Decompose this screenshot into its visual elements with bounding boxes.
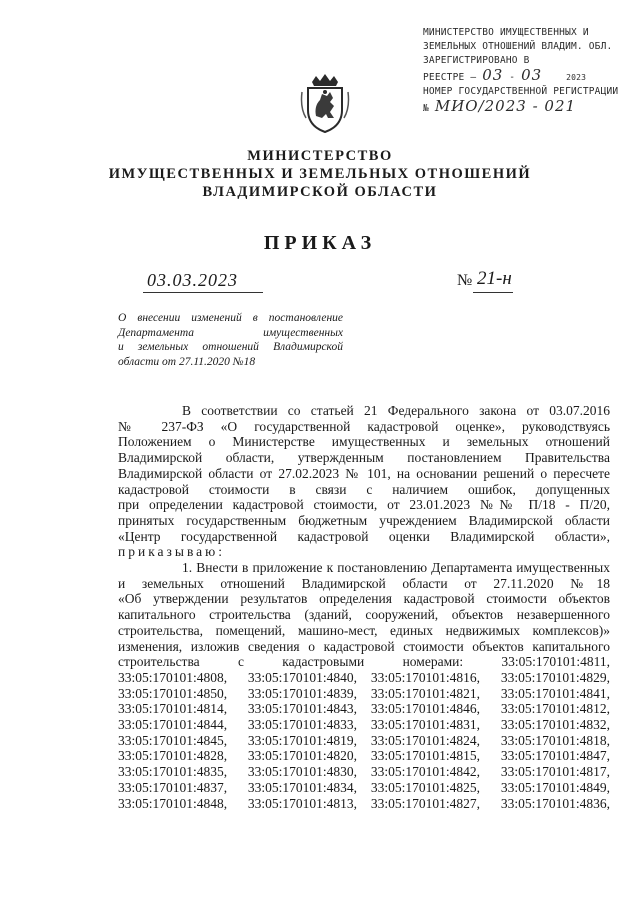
cadastral-number: 33:05:170101:4813, xyxy=(247,795,358,811)
paragraph-line: изменения, изложив сведения о кадастровой стоимости объектов капитального xyxy=(118,638,610,654)
cadastral-number: 33:05:170101:4837, xyxy=(118,779,228,795)
order-number: 21-н xyxy=(477,268,512,289)
stamp-line-3: ЗАРЕГИСТРИРОВАНО В xyxy=(423,55,530,66)
cadastral-number: 33:05:170101:4834, xyxy=(247,779,358,795)
stamp-month: 03 xyxy=(521,66,543,84)
order-number-label: № xyxy=(457,272,473,289)
cadastral-number: 33:05:170101:4829, xyxy=(500,669,610,685)
ministry-title-line-3: ВЛАДИМИРСКОЙ ОБЛАСТИ xyxy=(202,184,438,200)
cadastral-number: 33:05:170101:4828, xyxy=(118,748,228,764)
cadastral-number: 33:05:170101:4848, xyxy=(118,795,228,811)
ministry-title-line-1: МИНИСТЕРСТВО xyxy=(247,148,393,164)
date-underline xyxy=(143,292,263,293)
paragraph-line: Владимирской области, утвержденным постановлением Правительства xyxy=(118,450,610,466)
cadastral-row xyxy=(118,686,610,702)
order-body xyxy=(118,403,610,811)
paragraph-preamble xyxy=(118,403,610,544)
cadastral-number: 33:05:170101:4825, xyxy=(370,779,481,795)
cadastral-number: 33:05:170101:4835, xyxy=(118,764,228,780)
cadastral-number: 33:05:170101:4850, xyxy=(118,685,228,701)
cadastral-number: 33:05:170101:4839, xyxy=(247,685,358,701)
stamp-line-1: МИНИСТЕРСТВО ИМУЩЕСТВЕННЫХ И xyxy=(423,27,589,38)
cadastral-number: 33:05:170101:4824, xyxy=(370,732,481,748)
cadastral-number: 33:05:170101:4816, xyxy=(370,669,481,685)
cadastral-number: 33:05:170101:4845, xyxy=(118,732,228,748)
paragraph-line: кадастровой стоимости в связи с наличием ошибок, допущенных xyxy=(118,481,610,497)
paragraph-line: Положением о Министерстве имущественных и земельных отношений xyxy=(118,434,610,450)
cadastral-number: 33:05:170101:4842, xyxy=(370,764,481,780)
stamp-number: МИО/2023 - 021 xyxy=(434,97,577,115)
coat-of-arms-emblem xyxy=(300,72,350,134)
stamp-year: 2023 xyxy=(566,73,587,82)
paragraph-line: принятых государственным бюджетным учреждением Владимирской области xyxy=(118,512,610,528)
paragraph-item-1 xyxy=(118,560,610,654)
cadastral-number: 33:05:170101:4815, xyxy=(370,748,481,764)
cadastral-number: 33:05:170101:4836, xyxy=(500,795,610,811)
cadastral-row xyxy=(118,796,610,812)
subject-word: Департамента xyxy=(118,326,195,339)
cadastral-number: 33:05:170101:4817, xyxy=(500,764,610,780)
cadastral-number: 33:05:170101:4821, xyxy=(370,685,481,701)
paragraph-line: 1. Внести в приложение к постановлению Департамента имущественных xyxy=(182,560,610,576)
subject-line: О внесении изменений в постановление xyxy=(118,312,343,324)
line-word: строительства xyxy=(118,654,200,670)
cadastral-number: 33:05:170101:4847, xyxy=(500,748,610,764)
cadastral-number: 33:05:170101:4840, xyxy=(247,669,358,685)
cadastral-number: 33:05:170101:4831, xyxy=(370,717,481,733)
order-subject xyxy=(118,311,343,369)
cadastral-row xyxy=(118,670,610,686)
cadastral-number: 33:05:170101:4814, xyxy=(118,701,228,717)
cadastral-number: 33:05:170101:4849, xyxy=(500,779,610,795)
paragraph-line: Владимирской области от 27.02.2023 № 101, на основании решений о пересчете xyxy=(118,465,610,481)
order-date: 03.03.2023 xyxy=(147,270,238,290)
stamp-number-prefix: № xyxy=(423,103,429,114)
paragraph-line: капитального строительства (зданий, сооружений, объектов незавершенного xyxy=(118,607,610,623)
subject-line: и земельных отношений Владимирской xyxy=(118,341,343,353)
cadastral-number: 33:05:170101:4844, xyxy=(118,717,228,733)
prikazyvayu-label: приказываю: xyxy=(118,544,225,560)
paragraph-line: «Об утверждении результатов определения кадастровой стоимости объектов xyxy=(118,591,610,607)
cadastral-number: 33:05:170101:4843, xyxy=(247,701,358,717)
paragraph-line: строительства, помещений, машино-мест, единых недвижимых комплексов)» xyxy=(118,622,610,638)
cadastral-number: 33:05:170101:4827, xyxy=(370,795,481,811)
subject-word: имущественных xyxy=(263,326,343,339)
cadastral-row xyxy=(118,701,610,717)
registration-stamp xyxy=(423,26,623,116)
paragraph-line: «Центр государственной кадастровой оценки Владимирской области», xyxy=(118,528,610,544)
cadastral-number: 33:05:170101:4811, xyxy=(501,654,611,670)
stamp-line-4: РЕЕСТРЕ – 03 - 03 2023 xyxy=(423,66,587,84)
subject-line xyxy=(118,326,343,341)
cadastral-number: 33:05:170101:4812, xyxy=(500,701,610,717)
ministry-title-line-2: ИМУЩЕСТВЕННЫХ И ЗЕМЕЛЬНЫХ ОТНОШЕНИЙ xyxy=(108,166,532,182)
cadastral-number: 33:05:170101:4819, xyxy=(247,732,358,748)
cadastral-number: 33:05:170101:4832, xyxy=(500,717,610,733)
paragraph-line: при определении кадастровой стоимости, от 23.01.2023 №№ П/18 - П/20, xyxy=(118,497,610,513)
paragraph-line: В соответствии со статьей 21 Федерального закона от 03.07.2016 xyxy=(182,403,610,418)
cadastral-row xyxy=(118,717,610,733)
stamp-line-5: НОМЕР ГОСУДАРСТВЕННОЙ РЕГИСТРАЦИИ xyxy=(423,86,619,97)
cadastral-numbers-table xyxy=(118,670,610,811)
document-title: ПРИКАЗ xyxy=(263,232,377,254)
cadastral-number: 33:05:170101:4808, xyxy=(118,669,228,685)
line-word: кадастровыми xyxy=(282,654,365,670)
stamp-line-6 xyxy=(423,99,623,116)
number-underline xyxy=(473,292,513,293)
cadastral-row xyxy=(118,780,610,796)
paragraph-line: и земельных отношений Владимирской области от 27.11.2020 №18 xyxy=(118,575,610,591)
cadastral-number: 33:05:170101:4841, xyxy=(500,685,610,701)
cadastral-row xyxy=(118,733,610,749)
cadastral-number: 33:05:170101:4833, xyxy=(247,717,358,733)
subject-line: области от 27.11.2020 №18 xyxy=(118,355,256,368)
paragraph-line: № 237-ФЗ «О государственной кадастровой оценке», руководствуясь xyxy=(118,418,610,434)
line-word: с xyxy=(237,654,244,670)
paragraph-line xyxy=(118,654,610,670)
stamp-registry-prefix: РЕЕСТРЕ – xyxy=(423,72,477,83)
cadastral-number: 33:05:170101:4830, xyxy=(247,764,358,780)
cadastral-number: 33:05:170101:4846, xyxy=(370,701,481,717)
cadastral-number: 33:05:170101:4820, xyxy=(247,748,358,764)
line-word: номерами: xyxy=(402,654,464,670)
stamp-line-2: ЗЕМЕЛЬНЫХ ОТНОШЕНИЙ ВЛАДИМ. ОБЛ. xyxy=(423,41,613,52)
cadastral-row xyxy=(118,748,610,764)
cadastral-row xyxy=(118,764,610,780)
cadastral-number: 33:05:170101:4818, xyxy=(500,732,610,748)
stamp-day: 03 xyxy=(482,66,504,84)
